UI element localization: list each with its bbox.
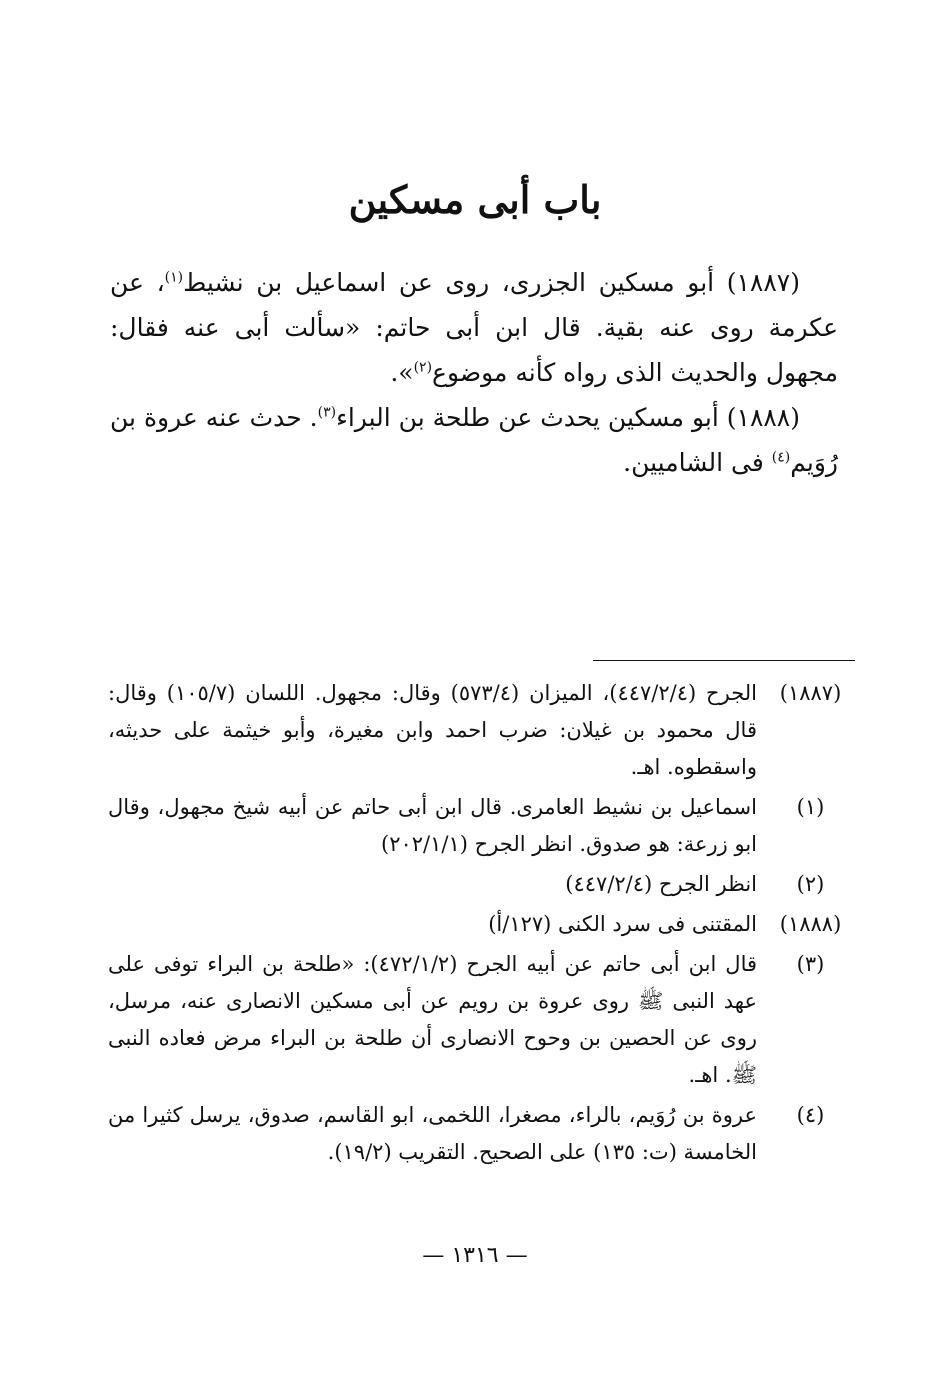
entry-1888 [110,395,838,485]
footnote-text: اسماعيل بن نشيط العامرى. قال ابن أبى حاتم عن أبيه شيخ مجهول، وقال ابو زرعة: هو صدوق. انظر الجرح (٢٠٢/١/١) [108,795,757,856]
footnote-text: قال ابن أبى حاتم عن أبيه الجرح (٤٧٢/١/٢): «طلحة بن البراء توفى على عهد النبى ﷺ روى عروة بن رويم عن أبى مسكين الانصارى عنه، مرسل، روى عن الحصين بن وحوح الانصارى أن طلحة بن البراء مرض فعاده النبى ﷺ. اهـ. [108,952,758,1087]
entry-text: ». [390,358,414,387]
entry-1887 [110,260,838,395]
entry-text: أبو مسكين الجزرى، روى عن اسماعيل بن نشيط [183,268,715,297]
entry-text: أبو مسكين يحدث عن طلحة بن البراء [336,403,719,432]
entry-number: (١٨٨٨) [726,403,800,432]
entry-number: (١٨٨٧) [726,268,800,297]
footnotes [108,675,858,1174]
footnote-label: (١) [796,795,825,819]
entry-text: ، عن عكرمة روى عنه بقية. قال ابن أبى حاتم: «سألت أبى عنه فقال: مجهول والحديث الذى رواه كأنه موضوع [110,268,838,387]
footnote-ref: (١) [164,269,184,286]
footnote [108,789,858,863]
footnote [108,906,858,943]
entry-text: فى الشاميين. [623,448,772,477]
footnote [108,866,858,903]
footnote-divider [593,660,855,661]
footnote-text: المقتنى فى سرد الكنى (١٢٧/أ) [488,912,757,936]
footnote-label: (٣) [796,952,825,976]
footnote-label: (٤) [796,1103,825,1127]
footnote-text: الجرح (٤٤٧/٢/٤)، الميزان (٥٧٣/٤) وقال: مجهول. اللسان (١٠٥/٧) وقال: قال محمود بن غيلان: ضرب احمد وابن مغيرة، وأبو خيثمة على حديثه، واسقطوه. اهـ. [108,681,757,779]
footnote-ref: (٤) [771,449,791,466]
footnote-ref: (٣) [317,404,337,421]
footnote-label: (١٨٨٨) [779,912,842,936]
footnote-ref: (٢) [413,359,433,376]
footnote [108,675,858,786]
footnote-text: عروة بن رُوَيم، بالراء، مصغرا، اللخمى، ابو القاسم، صدوق، يرسل كثيرا من الخامسة (ت: ١٣٥) على الصحيح. التقريب (١٩/٢). [108,1103,757,1164]
footnote [108,946,858,1094]
footnote-label: (٢) [796,872,825,896]
footnote-text: انظر الجرح (٤٤٧/٢/٤) [565,872,757,896]
main-text [110,260,838,485]
entry-text: . حدث عنه عروة بن رُوَيم [110,403,838,477]
footnote [108,1097,858,1171]
chapter-title: باب أبى مسكين [348,177,602,222]
page-number: — ١٣١٦ — [422,1243,528,1268]
footnote-label: (١٨٨٧) [779,681,842,705]
